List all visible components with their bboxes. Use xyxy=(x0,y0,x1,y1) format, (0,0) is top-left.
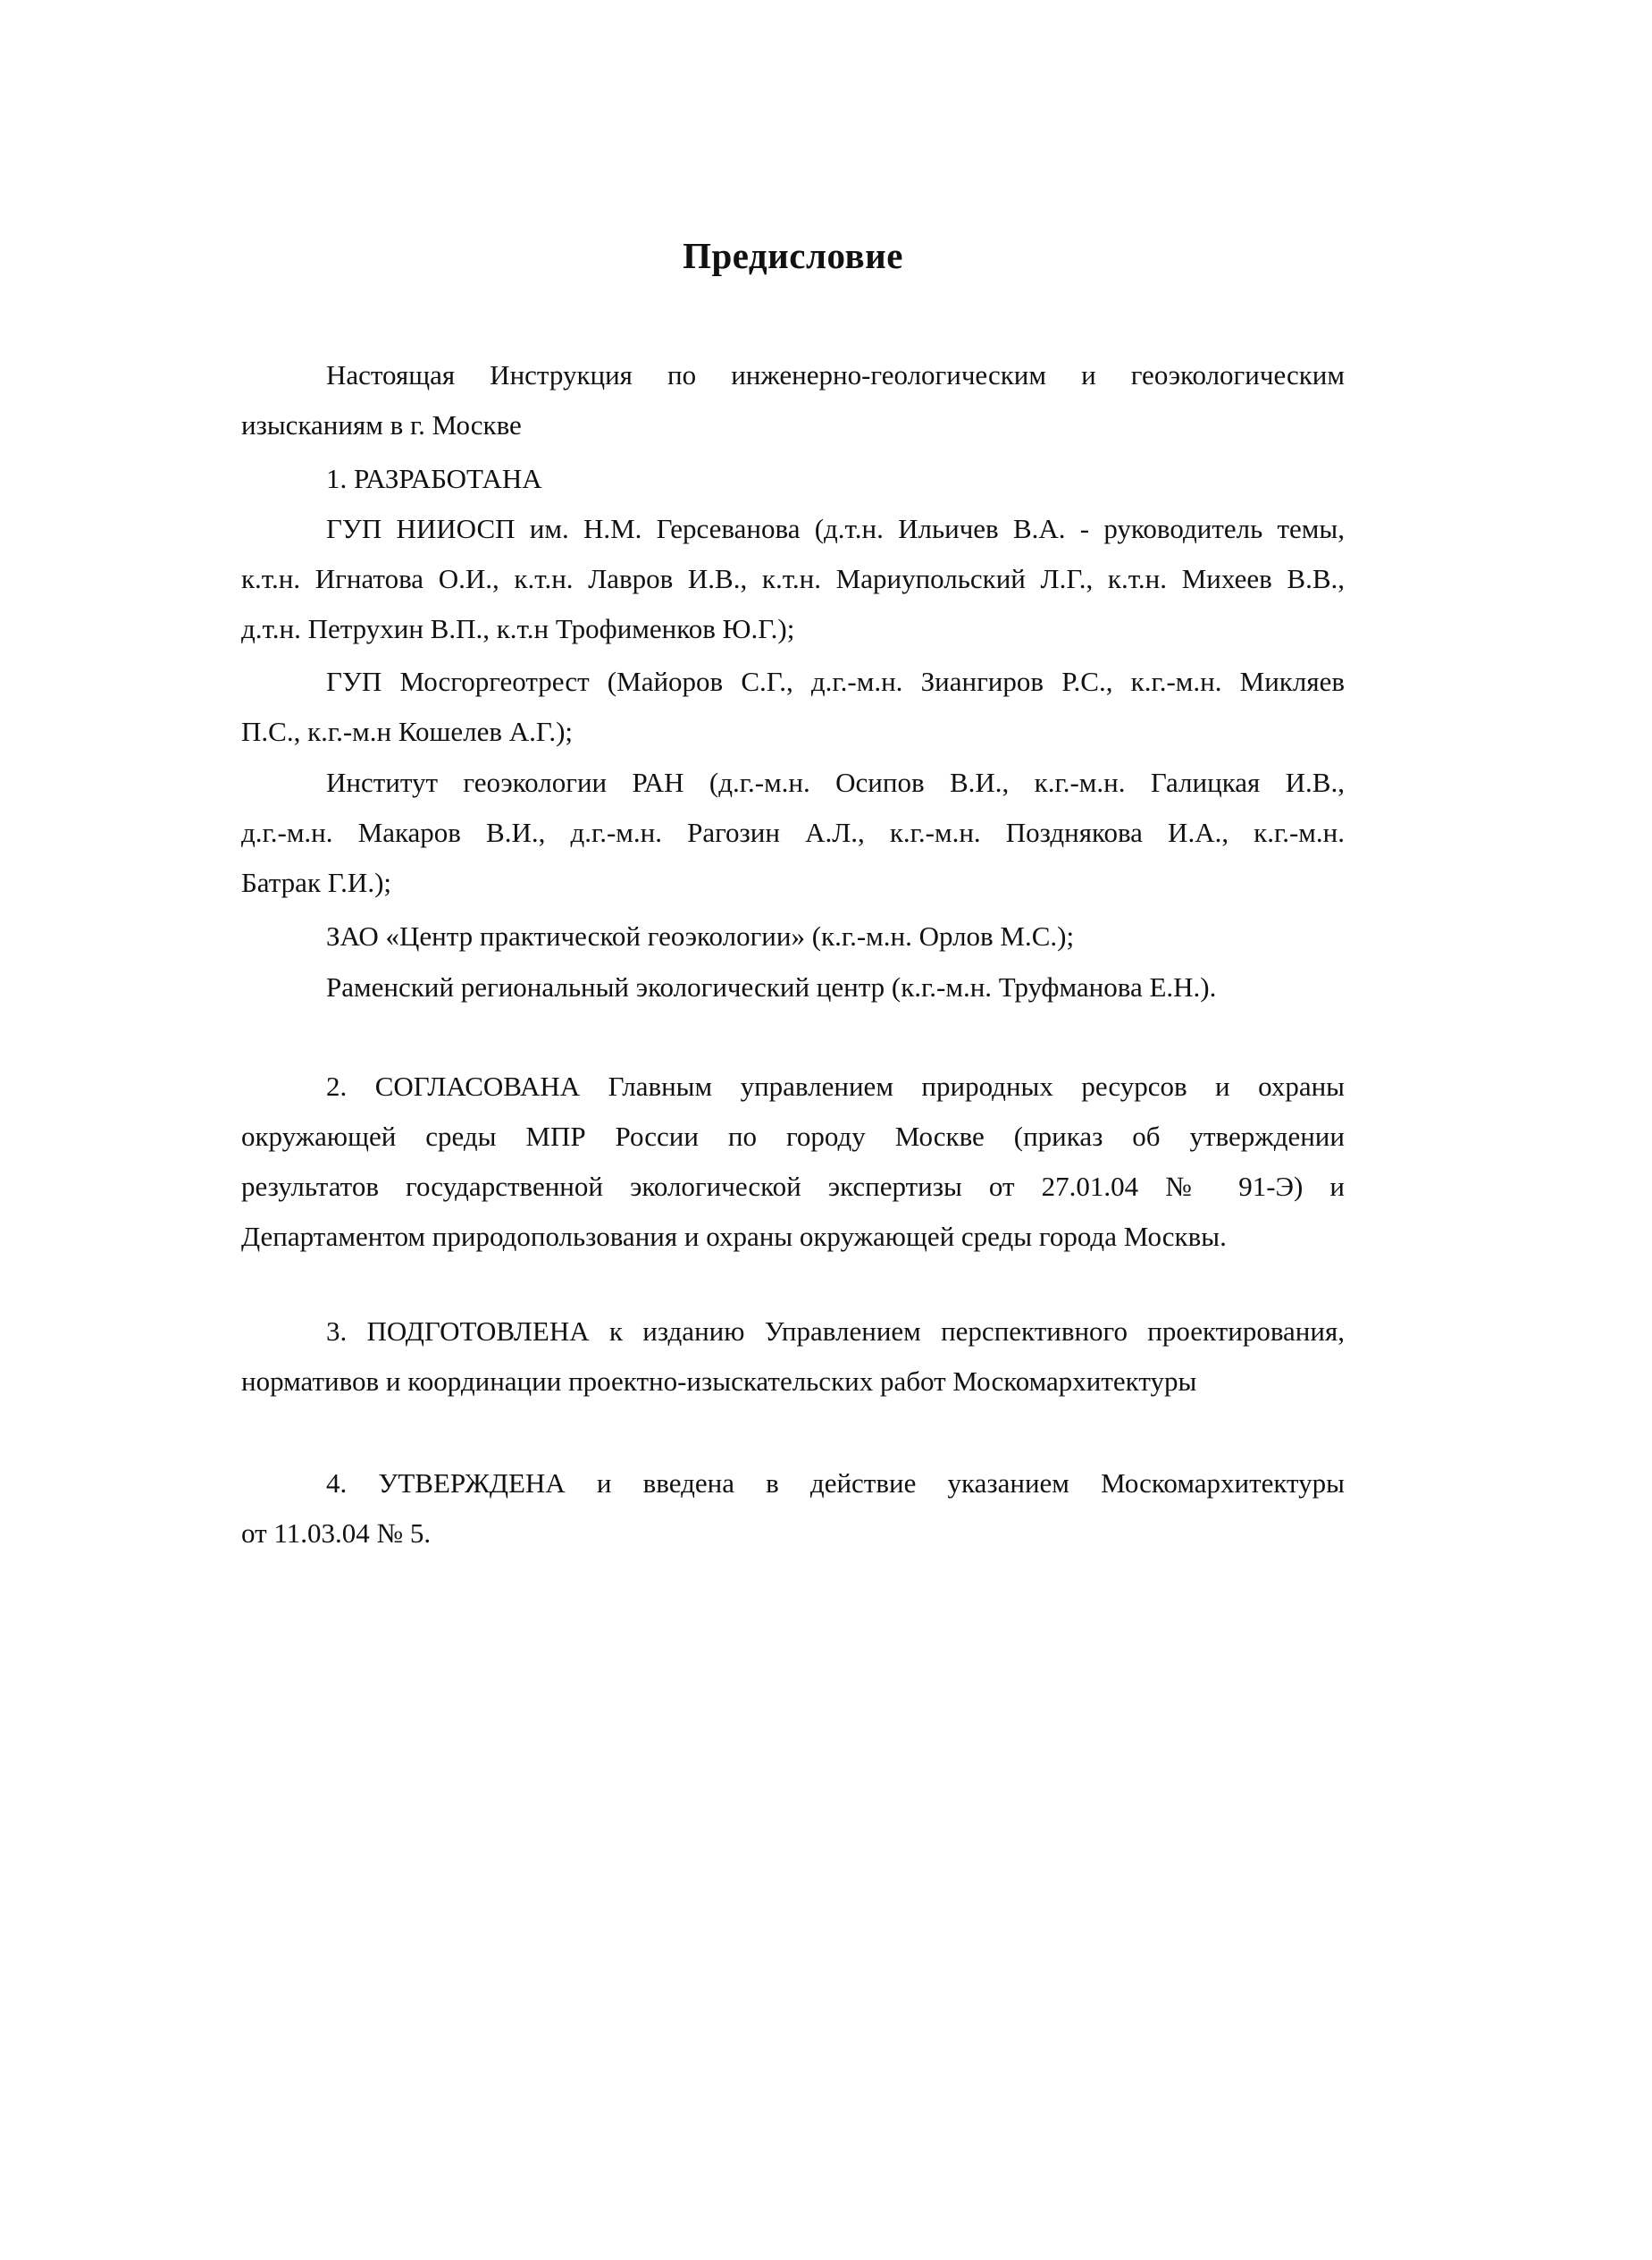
section-2-line-3: результатов государственной экологической экспертизы от 27.01.04 № 91-Э) и xyxy=(241,1171,1345,1202)
org-2-line-2: П.С., к.г.-м.н Кошелев А.Г.); xyxy=(241,716,574,747)
org-4-line: ЗАО «Центр практической геоэкологии» (к.г.-м.н. Орлов М.С.); xyxy=(326,920,1075,952)
org-1-line-1: ГУП НИИОСП им. Н.М. Герсеванова (д.т.н. Ильичев В.А. - руководитель темы, xyxy=(326,513,1345,544)
org-4-paragraph xyxy=(241,912,1345,962)
org-2-paragraph xyxy=(241,657,1345,757)
org-3-line-1: Институт геоэкологии РАН (д.г.-м.н. Осипов В.И., к.г.-м.н. Галицкая И.В., xyxy=(326,767,1345,798)
org-3-paragraph xyxy=(241,758,1345,908)
org-3-line-2: д.г.-м.н. Макаров В.И., д.г.-м.н. Рагозин А.Л., к.г.-м.н. Позднякова И.А., к.г.-м.н. xyxy=(241,817,1345,848)
section-4-line-1: 4. УТВЕРЖДЕНА и введена в действие указанием Москомархитектуры xyxy=(326,1467,1345,1499)
page-title: Предисловие xyxy=(683,235,903,276)
section-3-line-1: 3. ПОДГОТОВЛЕНА к изданию Управлением перспективного проектирования, xyxy=(326,1315,1345,1347)
section-4-line-2: от 11.03.04 № 5. xyxy=(241,1517,432,1549)
section-4 xyxy=(241,1458,1345,1558)
section-2-line-4: Департаментом природопользования и охраны окружающей среды города Москвы. xyxy=(241,1221,1227,1252)
intro-line-1: Настоящая Инструкция по инженерно-геологическим и геоэкологическим xyxy=(326,359,1345,391)
section-1-heading: 1. РАЗРАБОТАНА xyxy=(326,463,542,494)
intro-paragraph xyxy=(241,350,1345,450)
section-3-line-2: нормативов и координации проектно-изыскательских работ Москомархитектуры xyxy=(241,1365,1197,1397)
org-3-line-3: Батрак Г.И.); xyxy=(241,867,392,898)
org-5-line: Раменский региональный экологический центр (к.г.-м.н. Труфманова Е.Н.). xyxy=(326,971,1217,1003)
intro-line-2: изысканиям в г. Москве xyxy=(241,409,522,441)
section-1 xyxy=(241,454,1345,504)
section-2-line-2: окружающей среды МПР России по городу Москве (приказ об утверждении xyxy=(241,1121,1345,1152)
org-5-paragraph xyxy=(241,962,1345,1012)
section-2-line-1: 2. СОГЛАСОВАНА Главным управлением природных ресурсов и охраны xyxy=(326,1071,1345,1102)
org-1-paragraph xyxy=(241,504,1345,654)
org-2-line-1: ГУП Мосгоргеотрест (Майоров С.Г., д.г.-м.н. Зиангиров Р.С., к.г.-м.н. Микляев xyxy=(326,666,1345,697)
org-1-line-2: к.т.н. Игнатова О.И., к.т.н. Лавров И.В., к.т.н. Мариупольский Л.Г., к.т.н. Михеев В.В., xyxy=(241,563,1345,594)
org-1-line-3: д.т.н. Петрухин В.П., к.т.н Трофименков Ю.Г.); xyxy=(241,613,795,644)
section-3 xyxy=(241,1306,1345,1407)
section-2 xyxy=(241,1062,1345,1262)
